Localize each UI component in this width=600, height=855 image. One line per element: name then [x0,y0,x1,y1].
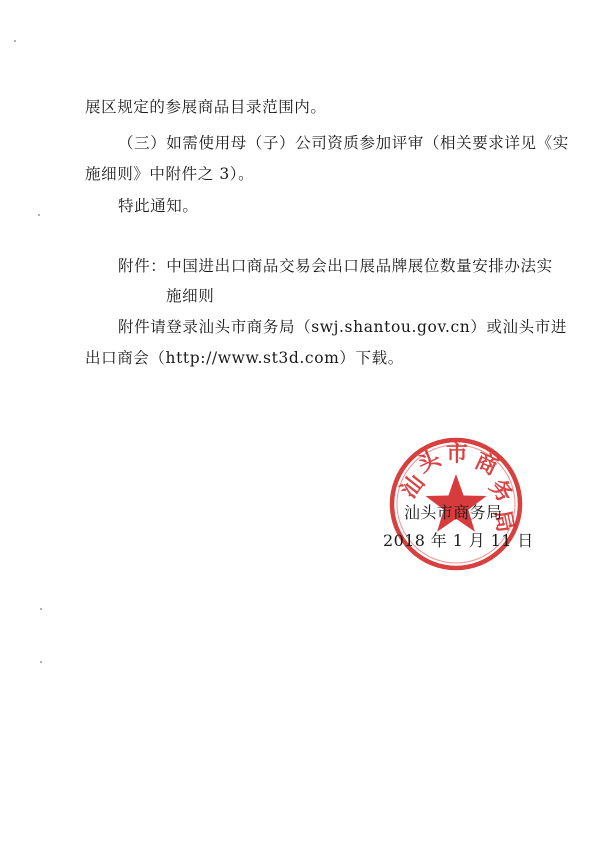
svg-text:局: 局 [488,507,519,535]
issue-date: 2018 年 1 月 11 日 [383,531,534,550]
attachment-line-1: 附件：中国进出口商品交易会出口展品牌展位数量安排办法实 [118,257,553,275]
scan-speck [40,661,42,663]
item-3-line-1: （三）如需使用母（子）公司资质参加评审（相关要求详见《实 [118,134,569,152]
scan-speck [38,214,40,216]
scan-speck [14,40,16,42]
issuer-name: 汕头市商务局 [404,503,503,522]
download-line-1: 附件请登录汕头市商务局（swj.shantou.gov.cn）或汕头市进 [118,318,567,336]
download-line-2: 出口商会（http://www.st3d.com）下载。 [85,349,404,367]
svg-text:务: 务 [484,474,519,508]
notice-text: 特此通知。 [118,197,199,215]
scan-speck [40,608,42,610]
item-3-line-2: 施细则》中附件之 3）。 [85,165,255,183]
svg-text:商: 商 [470,447,502,481]
svg-text:头: 头 [413,445,445,479]
svg-text:市: 市 [446,441,469,467]
attachment-line-2: 施细则 [166,287,215,305]
svg-text:汕: 汕 [395,469,430,504]
paragraph-1-tail: 展区规定的参展商品目录范围内。 [85,98,327,116]
